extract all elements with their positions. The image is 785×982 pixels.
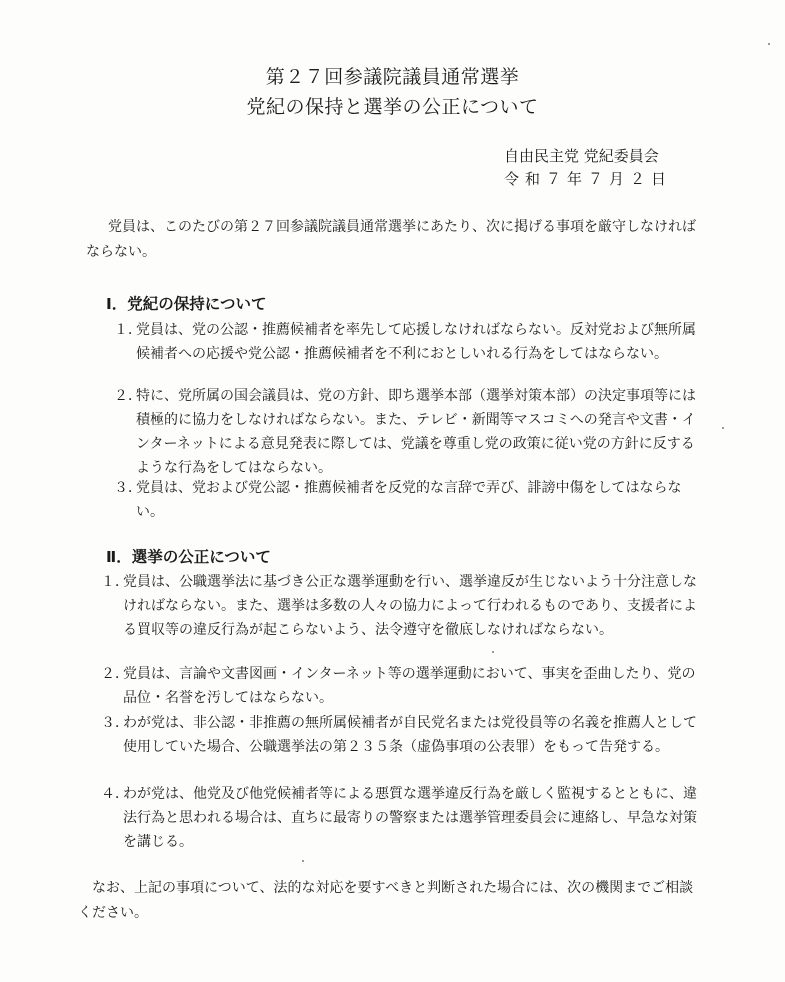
closing-paragraph: なお、上記の事項について、法的な対応を要すべきと判断された場合には、次の機関までご相談ください。 [78,880,694,921]
document-title: 第２７回参議院議員通常選挙 [265,66,520,88]
document-subtitle: 党紀の保持と選挙の公正について [246,96,539,118]
item-number: ３． [101,715,129,731]
item-number: ３． [114,480,142,496]
scan-speck [768,43,770,45]
item-text: 党員は、党の公認・推薦候補者を率先して応援しなければならない。反対党および無所属候補者への応援や党公認・推薦候補者を不利におとしいれる行為をしてはならない。 [136,322,696,362]
issuing-organization: 自由民主党 党紀委員会 [504,147,659,165]
section-heading-election-fairness: Ⅱ．選挙の公正について [106,548,271,566]
intro-paragraph: 党員は、このたびの第２７回参議院議員通常選挙にあたり、次に掲げる事項を厳守しなければならない。 [86,219,696,260]
section2-item-2 [101,662,701,710]
item-text: 党員は、党および党公認・推薦候補者を反党的な言辞で弄び、誹謗中傷をしてはならない。 [136,480,682,520]
item-number: １． [114,322,142,338]
item-text: 特に、党所属の国会議員は、党の方針、即ち選挙本部（選挙対策本部）の決定事項等には積極的に協力をしなければならない。また、テレビ・新聞等マスコミへの発言や文書・インターネットによる意見発表に際しては、党議を尊重し党の政策に従い党の方針に反するような行為をしてはならない。 [136,388,696,476]
section2-item-1 [101,570,701,642]
section1-item-1 [114,318,699,366]
item-text: 党員は、言論や文書図画・インターネット等の選挙運動において、事実を歪曲したり、党の品位・名誉を汚してはならない。 [123,666,696,706]
item-number: １． [101,574,129,590]
issue-date: 令和７年７月２日 [504,170,673,188]
section2-item-3 [101,711,701,759]
item-number: ４． [101,786,129,802]
section-heading-party-discipline: Ⅰ．党紀の保持について [106,295,267,313]
scan-speck [492,651,494,653]
section2-item-4 [101,782,701,854]
scan-speck [302,860,304,862]
item-text: わが党は、他党及び他党候補者等による悪質な選挙違反行為を厳しく監視するとともに、違法行為と思われる場合は、直ちに最寄りの警察または選挙管理委員会に連絡し、早急な対策を講じる。 [123,786,697,850]
scan-speck [722,427,724,429]
item-text: 党員は、公職選挙法に基づき公正な選挙運動を行い、選挙違反が生じないよう十分注意しなければならない。また、選挙は多数の人々の協力によって行われるものであり、支援者による買収等の違反行為が起こらないよう、法令遵守を徹底しなければならない。 [123,574,697,638]
item-text: わが党は、非公認・非推薦の無所属候補者が自民党名または党役員等の名義を推薦人として使用していた場合、公職選挙法の第２３５条（虚偽事項の公表罪）をもって告発する。 [123,715,697,755]
item-number: ２． [114,388,142,404]
section1-item-2 [114,384,699,480]
section1-item-3 [114,476,699,524]
item-number: ２． [101,666,129,682]
